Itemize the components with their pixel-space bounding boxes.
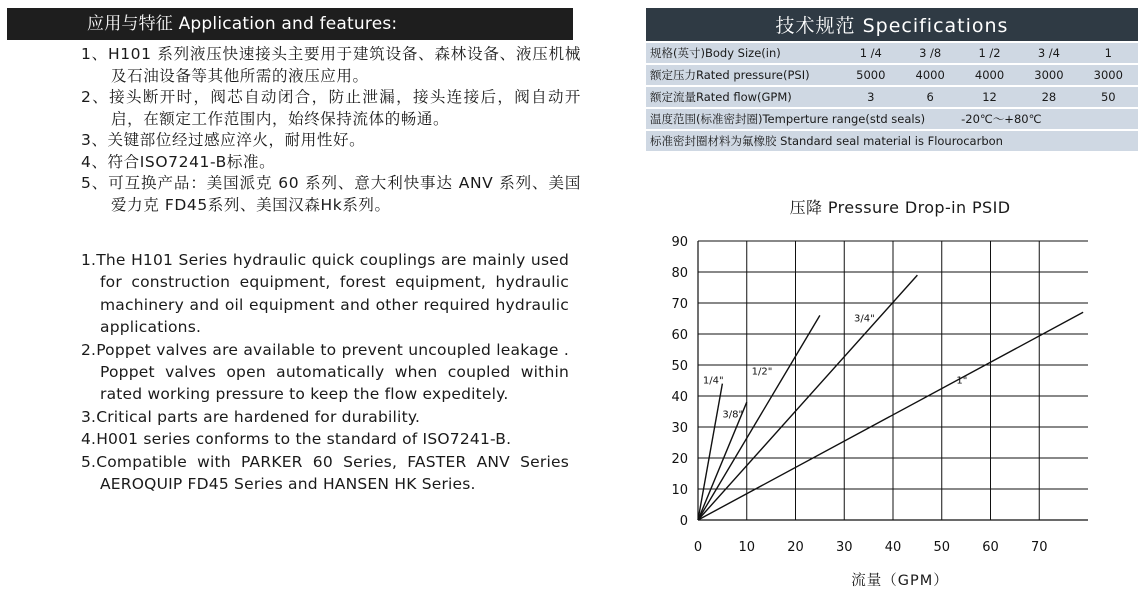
y-tick-label: 80 [671,266,688,281]
spec-value: 3000 [1019,64,1078,86]
series-label: 1/4" [702,375,724,387]
y-tick-label: 20 [671,452,688,467]
chinese-feature-list [81,44,581,216]
y-tick-label: 0 [679,514,688,529]
spec-value: 6 [900,86,959,108]
spec-value: 3 /4 [1019,43,1078,64]
cn-feature-item: 1、H101 系列液压快速接头主要用于建筑设备、森林设备、液压机械及石油设备等其他所需的液压应用。 [81,45,581,85]
spec-value: 1 /2 [960,43,1019,64]
series-label: 1" [956,375,968,387]
x-tick-label: 0 [693,540,703,555]
spec-value: 3 /8 [900,43,959,64]
spec-label: 额定压力Rated pressure(PSI) [646,64,841,86]
specifications-section [646,8,1138,153]
temperature-value: -20℃～+80℃ [961,112,1042,126]
x-tick-label: 70 [1030,540,1048,555]
spec-label: 额定流量Rated flow(GPM) [646,86,841,108]
application-title: 应用与特征 Application and features: [7,8,573,40]
spec-value: 4000 [900,64,959,86]
spec-row-seal-material [646,130,1138,152]
spec-row-temperature [646,108,1138,130]
english-feature-list [81,249,569,495]
x-tick-label: 20 [787,540,804,555]
x-tick-label: 40 [884,540,902,555]
spec-row-rated-pressure [646,64,1138,86]
y-tick-label: 60 [671,328,688,343]
y-tick-label: 70 [671,297,688,312]
application-section [7,8,573,40]
x-tick-label: 10 [738,540,756,555]
en-feature-item: 2.Poppet valves are available to prevent uncoupled leakage . Poppet valves open automatically when coupled within rated working pressure to keep the flow expeditely. [81,340,569,404]
en-feature-item: 1.The H101 Series hydraulic quick couplings are mainly used for construction equipment, forest equipment, hydraulic machinery and oil equipment and other required hydraulic applications. [81,251,569,337]
en-feature-item: 4.H001 series conforms to the standard of ISO7241-B. [81,430,512,449]
series-line [698,275,917,520]
spec-value: 50 [1079,86,1138,108]
y-tick-label: 10 [671,483,688,498]
y-tick-label: 90 [671,235,688,250]
series-label: 3/4" [854,313,875,325]
x-tick-label: 60 [982,540,999,555]
cn-feature-item: 5、可互换产品：美国派克 60 系列、意大利快事达 ANV 系列、美国爱力克 FD45系列、美国汉森Hk系列。 [81,174,581,214]
spec-value: 4000 [960,64,1019,86]
seal-material-note: 标准密封圈材料为氟橡胶 Standard seal material is Flourocarbon [646,130,1138,152]
spec-value: 5000 [841,64,900,86]
spec-row-body-size [646,43,1138,64]
spec-value: 1 /4 [841,43,900,64]
series-label: 3/8" [722,409,744,421]
en-feature-item: 5.Compatible with PARKER 60 Series, FASTER ANV Series AEROQUIP FD45 Series and HANSEN HK Series. [81,452,569,494]
spec-value: 12 [960,86,1019,108]
specifications-table [646,43,1138,153]
cn-feature-item: 2、接头断开时，阀芯自动闭合，防止泄漏，接头连接后，阀自动开启，在额定工作范围内，始终保持流体的畅通。 [81,88,581,128]
x-tick-label: 30 [835,540,853,555]
spec-value: 3000 [1079,64,1138,86]
en-feature-item: 3.Critical parts are hardened for durability. [81,407,421,426]
chart-title: 压降 Pressure Drop-in PSID [789,198,1011,217]
y-tick-label: 30 [671,421,688,436]
y-tick-label: 40 [671,390,688,405]
specifications-title: 技术规范 Specifications [646,8,1138,41]
spec-value: 28 [1019,86,1078,108]
x-tick-label: 50 [933,540,951,555]
spec-value: 1 [1079,43,1138,64]
chart-x-axis-label: 流量（GPM） [851,573,949,589]
series-label: 1/2" [751,366,773,378]
cn-feature-item: 3、关键部位经过感应淬火，耐用性好。 [81,131,366,149]
pressure-drop-chart [646,220,1138,566]
temperature-label: 温度范围(标准密封圈)Temperture range(std seals) [650,112,926,126]
y-tick-label: 50 [671,359,688,374]
spec-value: 3 [841,86,900,108]
spec-row-rated-flow [646,86,1138,108]
cn-feature-item: 4、符合ISO7241-B标准。 [81,152,276,171]
spec-label: 规格(英寸)Body Size(in) [646,43,841,64]
